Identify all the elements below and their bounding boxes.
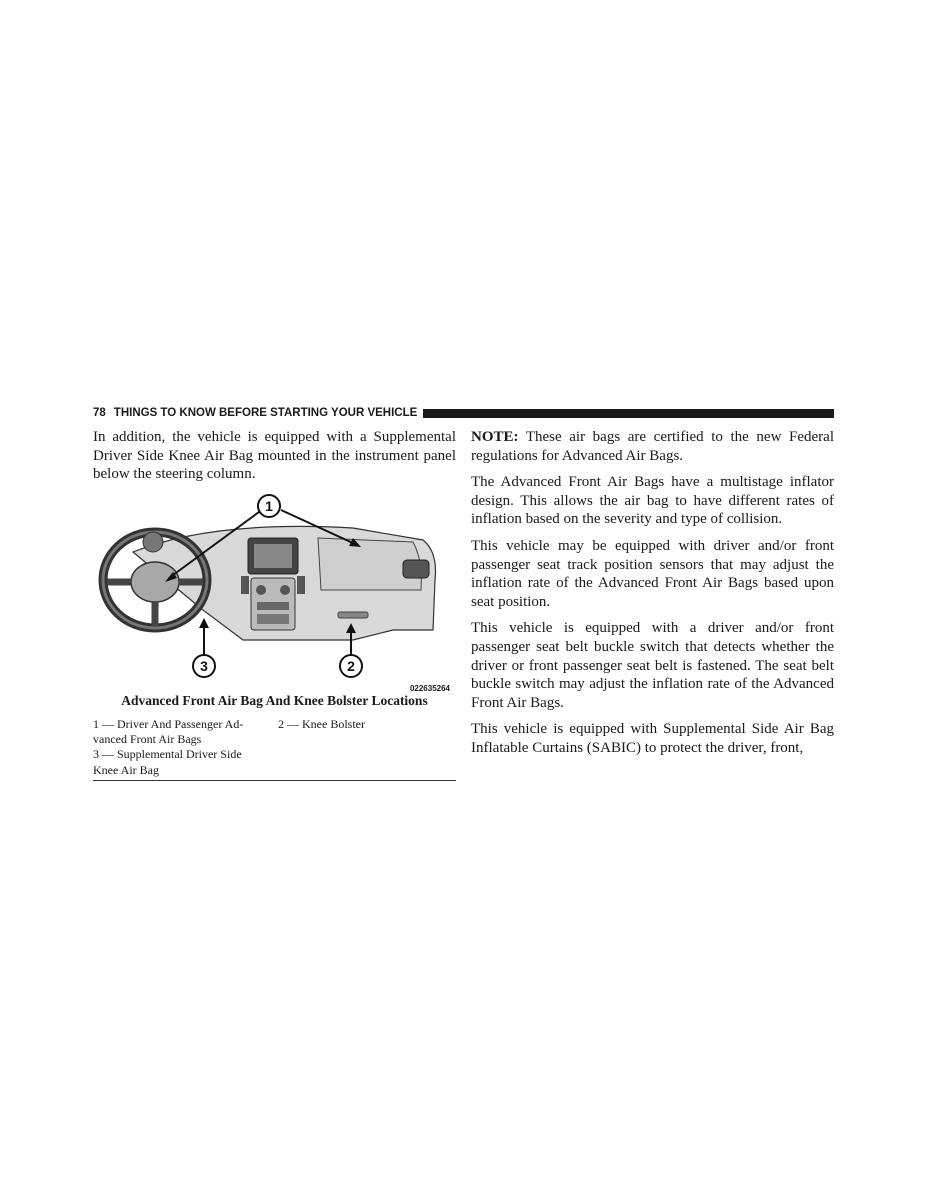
intro-paragraph: In addition, the vehicle is equipped with a Supplemental Driver Side Knee Air Bag mounted in the instrument panel below the steering column. (93, 429, 456, 483)
callout-2: 2 (347, 658, 355, 674)
left-column (93, 428, 456, 492)
page-number: 78 (93, 407, 106, 419)
note-text: These air bags are certified to the new Federal regulations for Advanced Air Bags. (471, 429, 834, 464)
figure-code: 022635264 (409, 684, 450, 693)
legend-item-3b: Knee Air Bag (93, 762, 159, 777)
paragraph-3: This vehicle is equipped with a driver and/or front passenger seat belt buckle switch that detects whether the driver or front passenger seat belt is fastened. The seat belt buckle switch may adjust the inflation rate of the Advanced Front Air Bags. (471, 620, 834, 711)
right-column (471, 428, 834, 766)
note-paragraph (471, 428, 834, 465)
callout-3: 3 (200, 658, 208, 674)
figure-caption: Advanced Front Air Bag And Knee Bolster Locations (121, 693, 428, 708)
paragraph-1: The Advanced Front Air Bags have a multistage inflator design. This allows the air bag to have different rates of inflation based on the severity and type of collision. (471, 474, 834, 528)
legend-item-3a: 3 — Supplemental Driver Side (93, 747, 242, 762)
section-title: THINGS TO KNOW BEFORE STARTING YOUR VEHICLE (113, 407, 418, 419)
figure-legend (93, 717, 456, 778)
legend-item-2: 2 — Knee Bolster (278, 717, 365, 731)
paragraph-4: This vehicle is equipped with Supplemental Side Air Bag Inflatable Curtains (SABIC) to protect the driver, front, (471, 721, 834, 756)
page-header (93, 405, 834, 421)
paragraph-2: This vehicle may be equipped with driver and/or front passenger seat track position sensors that may adjust the inflation rate of the Advanced Front Air Bags based upon seat position. (471, 537, 834, 610)
dashboard-illustration (93, 490, 456, 690)
note-label: NOTE: (471, 429, 519, 445)
legend-rule (93, 780, 456, 781)
legend-item-1b: vanced Front Air Bags (93, 732, 202, 747)
legend-item-1a: 1 — Driver And Passenger Ad- (93, 717, 244, 731)
callout-1: 1 (265, 498, 273, 514)
header-rule (423, 409, 834, 418)
